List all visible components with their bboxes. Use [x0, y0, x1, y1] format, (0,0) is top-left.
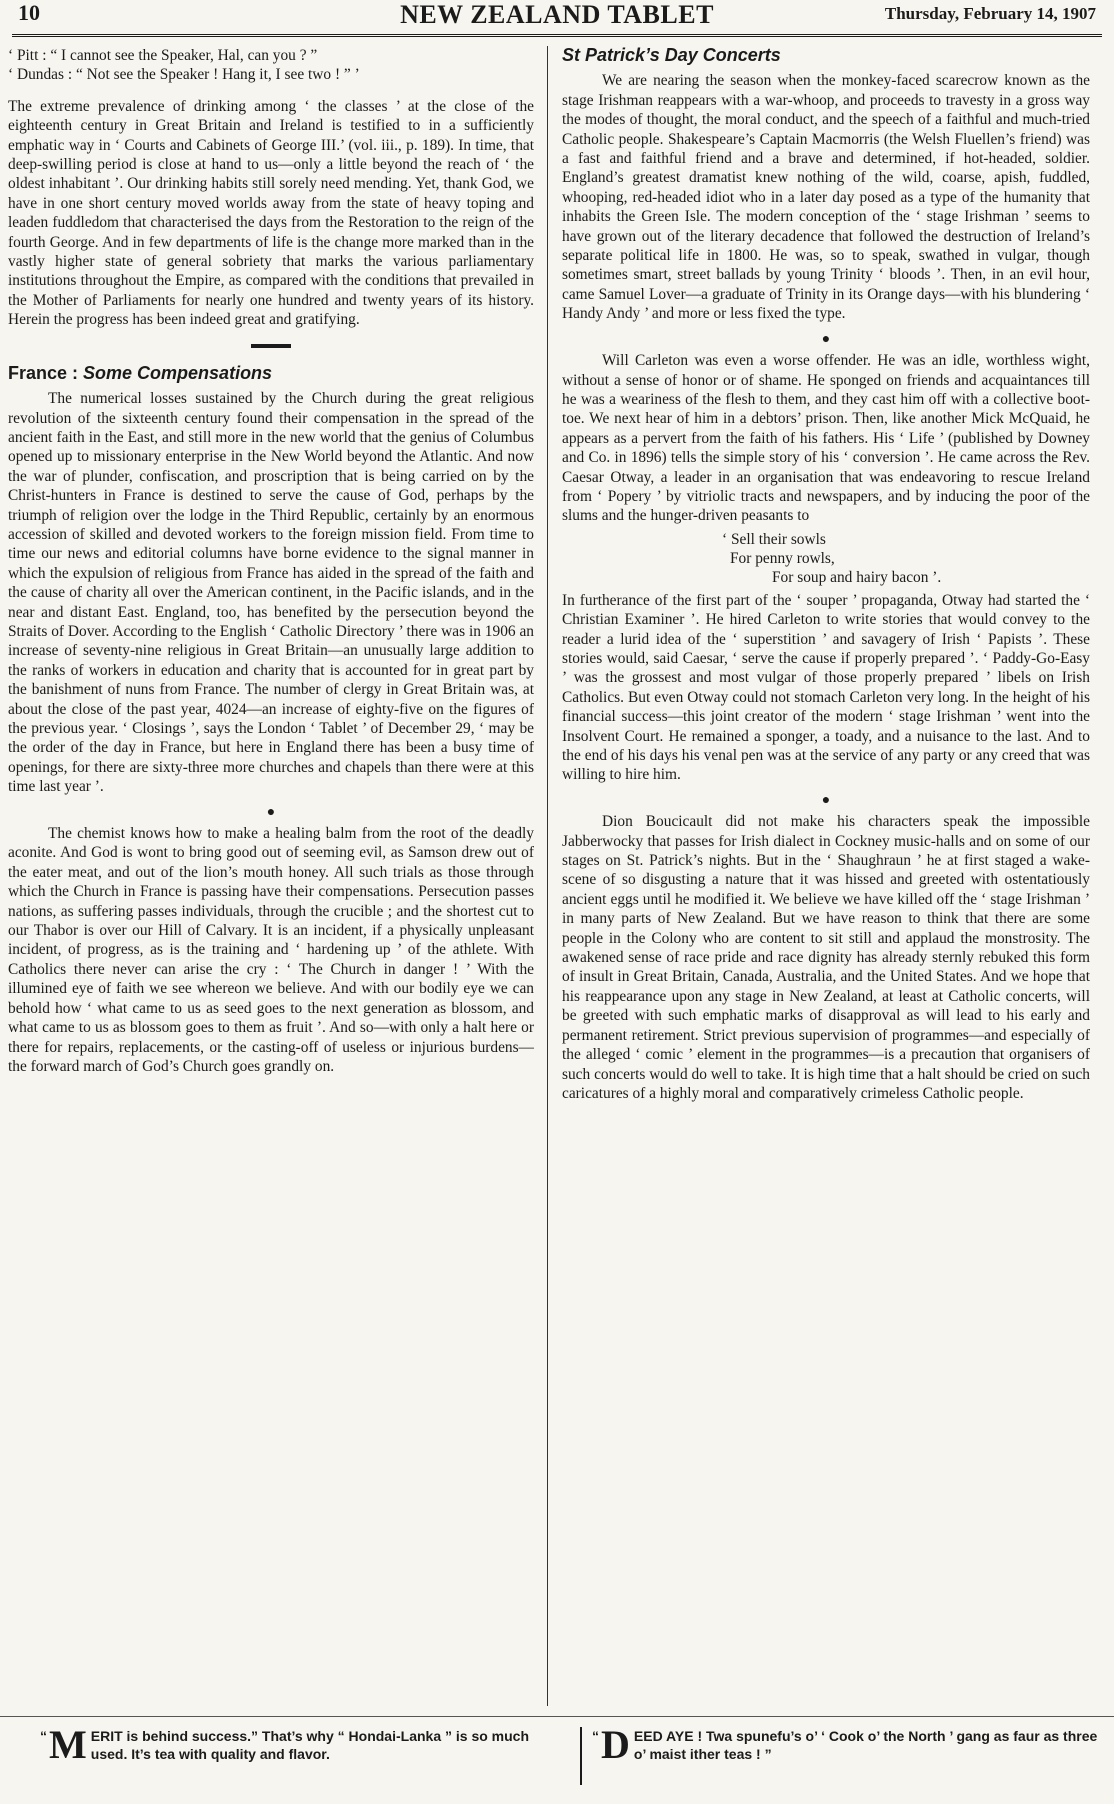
- st-patrick-paragraph-3: In furtherance of the first part of the ‘ souper ’ propaganda, Otway had started the ‘ Christian Examiner ’. He hired Carleton to write stories that would convey to the reader a lurid idea of the ‘ superstition ’ and savagery of Irish ‘ Papists ’. These stories would, said Caesar, ‘ serve the cause if properly prepared ’. ‘ Paddy-Go-Easy ’ was the grossest and most vulgar of those properly prepared ’ libels on Irish Catholics. But even Otway could not stomach Carleton very long. In the height of his financial success—this joint creator of the modern ‘ stage Irishman ’ went into the Insolvent Court. He remained a sponger, a toady, and a nuisance to the last. And to the end of his days his venal pen was at the service of any party or any creed that was willing to hire him.: [562, 591, 1090, 784]
- pitt-dialogue: ‘ Pitt : “ I cannot see the Speaker, Hal, can you ? ”: [8, 47, 318, 64]
- ad-right-drop-cap: D: [601, 1722, 630, 1767]
- page-number: 10: [18, 0, 40, 25]
- column-rule: [547, 46, 548, 1706]
- ad-left-text: ERIT is behind success.” That’s why “ Hondai-Lanka ” is so much used. It’s tea with quality and flavor.: [90, 1728, 530, 1762]
- ad-right-open-quote: “: [592, 1728, 599, 1744]
- bullet-separator: ●: [821, 792, 831, 808]
- france-heading-main: France :: [8, 362, 84, 383]
- st-patrick-heading-text: St Patrick’s Day Concerts: [562, 46, 781, 65]
- cook-o-the-north-ad: [580, 1722, 1102, 1785]
- france-paragraph-2: The chemist knows how to make a healing balm from the root of the deadly aconite. And God is wont to bring good out of seeming evil, as Samson drew out of the eater meat, and out of the lion’s mouth honey. All such trials as those through which the Church in France is passing have their compensations. Persecution passes nations, as suffering passes individuals, through the crucible ; and the shortest cut to our Thabor is over our Hill of Calvary. It is an incident, if a physically unpleasant incident, of progress, as is the training and ‘ hardening up ’ of the athlete. With Catholics there never can arise the cry : ‘ The Church in danger ! ’ With the illumined eye of faith we see whereon we believe. And with our bodily eye we can behold how ‘ what came to us as seed goes to the next generation as blossom, and what came to us as blossom goes to them as fruit ’. And so—with only a halt here or there for repairs, replacements, or the casting-off of useless or injurious burdens—the forward march of God’s Church goes grandly on.: [8, 825, 534, 1075]
- france-heading: [8, 364, 534, 383]
- st-patrick-paragraph-1: We are nearing the season when the monkey-faced scarecrow known as the stage Irishman reappears with a war-whoop, and proceeds to travesty in a gross way the modes of thought, the moral conduct, and the speech of a faithful and much-tried Catholic people. Shakespeare’s Captain Macmorris (the Welsh Fluellen’s friend) was a fast and faithful friend and a brave and determined, if hot-headed, soldier. England’s greatest dramatist knew nothing of the wild, coarse, apish, fuddled, whooping, red-headed idiot who in a later day posed as a type of the humanity that inhabits the Green Isle. The modern conception of the ‘ stage Irishman ’ seems to have grown out of the literary decadence that followed the destruction of Ireland’s separate political life in 1800. He was, so to speak, swathed in vulgar, though sometimes smart, street ballads by young Trinity ‘ bloods ’. Then, in an evil hour, came Samuel Lover—a graduate of Trinity in its Orange days—with his blundering ‘ Handy Andy ’ and more or less fixed the type.: [562, 72, 1090, 323]
- verse-line-2: For penny rowls,: [730, 549, 835, 567]
- france-paragraph-1: The numerical losses sustained by the Church during the great religious revolution of the sixteenth century found their compensation in the spread of the ancient faith in the East, and still more in the new world that the genius of Columbus opened up to missionary enterprise in the New World beyond the Atlantic. And now the war of plunder, confiscation, and proscription that is being carried on by the Christ-hunters in France is destined to serve the cause of God, perhaps by the triumph of religion over the lodge in the Third Republic, certainly by an enormous accession of skilled and devoted workers to the foreign mission field. From time to time our news and editorial columns have borne evidence to the signal manner in which the expulsion of religious from France has aided in the spread of the faith and the cause of charity all over the American continent, in the Pacific islands, and in the near and distant East. England, too, has benefited by the persecution beyond the Straits of Dover. According to the English ‘ Catholic Directory ’ there was in 1906 an increase of seventy-nine religious in Great Britain—an unusually large addition to the ranks of workers in education and charity that is accounted for in great part by the banishment of nuns from France. The number of clergy in Great Britain was, at about the close of the past year, 4024—an increase of eighty-five on the figures of the previous year. ‘ Closings ’, says the London ‘ Tablet ’ of December 29, ‘ may be the order of the day in France, but here in England there has been a busy time of openings, for there are sixty-three more churches and chapels than there were at this time last year ’.: [8, 390, 534, 796]
- st-patrick-paragraph-4: Dion Boucicault did not make his characters speak the impossible Jabberwocky that passes for Irish dialect in Cockney music-halls and on some of our stages on St. Patrick’s nights. But in the ‘ Shaughraun ’ he at first staged a wake-scene of so disgusting a nature that it was hissed and greeted with ostentatiously ancient eggs until he modified it. We believe we have killed off the ‘ stage Irishman ’ in many parts of New Zealand. But we have reason to think that there are some people in the Colony who are content to sit still and applaud the monstrosity. The awakened sense of race pride and race dignity has already sternly rebuked this form of insult in Great Britain, Canada, Australia, and the United States. And we hope that his reappearance upon any stage in New Zealand, at least at Catholic concerts, will be greeted with such emphatic marks of disapproval as will lead to his early and permanent retirement. Strict previous supervision of programmes—and especially of the alleged ‘ comic ’ element in the programmes—is a precaution that organisers of such concerts would do well to take. It is high time that a halt should be cried on such caricatures of a highly moral and comparatively crimeless Catholic people.: [562, 813, 1090, 1102]
- ad-left-open-quote: “: [40, 1728, 47, 1744]
- france-heading-sub: Some Compensations: [83, 362, 273, 383]
- masthead: [12, 0, 1102, 37]
- st-patrick-paragraph-2: Will Carleton was even a worse offender. He was an idle, worthless wight, without a sense of honor or of shame. He sponged on friends and acquaintances till he was a weariness of the flesh to them, and they cast him off with a collective boot-toe. We next hear of him in a debtors’ prison. Then, like another Mick McQuaid, he appears as a pervert from the faith of his fathers. His ‘ Life ’ (published by Downey and Co. in 1896) tells the simple story of his ‘ conversion ’. He came across the Rev. Caesar Otway, a leader in an organisation that was endeavoring to rescue Ireland from ‘ Popery ’ by vitriolic tracts and newspapers, and by inducing the poor of the slums and the hunger-driven peasants to: [562, 352, 1090, 525]
- verse-quote: [562, 530, 1090, 587]
- bullet-separator: ●: [821, 331, 831, 347]
- issue-date: Thursday, February 14, 1907: [884, 4, 1096, 23]
- verse-line-3: For soup and hairy bacon ’.: [772, 568, 942, 586]
- drinking-paragraph: The extreme prevalence of drinking among ‘ the classes ’ at the close of the eighteenth century in Great Britain and Ireland is testified to in a sufficiently emphatic way in ‘ Courts and Cabinets of George III.’ (vol. iii., p. 189). In time, that deep-swilling period is close at hand to us—only a little beyond the reach of ‘ the oldest inhabitant ’. Our drinking habits still sorely need mending. Yet, thank God, we have in one short century moved worlds away from the state of heavy toping and leaden fuddledom that characterised the days from the Restoration to the reign of the fourth George. And in few departments of life is the change more marked than in the vastly higher state of general sobriety that marks the various parliamentary institutions throughout the Empire, as compared with the conditions that prevailed in the Mother of Parliaments for nearly one hundred and twenty years of its history. Herein the progress has been indeed great and gratifying.: [8, 97, 534, 329]
- ad-right-text: EED AYE ! Twa spunefu’s o’ ‘ Cook o’ the North ’ gang as faur as three o’ maist ither teas ! ”: [633, 1728, 1098, 1762]
- paper-title: NEW ZEALAND TABLET: [400, 0, 714, 29]
- left-column: [8, 46, 534, 1706]
- dundas-dialogue: ‘ Dundas : “ Not see the Speaker ! Hang it, I see two ! ” ’: [8, 66, 360, 84]
- section-separator: [251, 344, 291, 348]
- footer-ads: [0, 1716, 1114, 1797]
- ad-left-drop-cap: M: [49, 1722, 87, 1767]
- right-column: [562, 46, 1090, 1706]
- bullet-separator: ●: [266, 804, 276, 820]
- verse-line-1: ‘ Sell their sowls: [722, 530, 826, 548]
- st-patrick-heading: [562, 46, 1090, 65]
- hondai-lanka-ad: [40, 1722, 540, 1785]
